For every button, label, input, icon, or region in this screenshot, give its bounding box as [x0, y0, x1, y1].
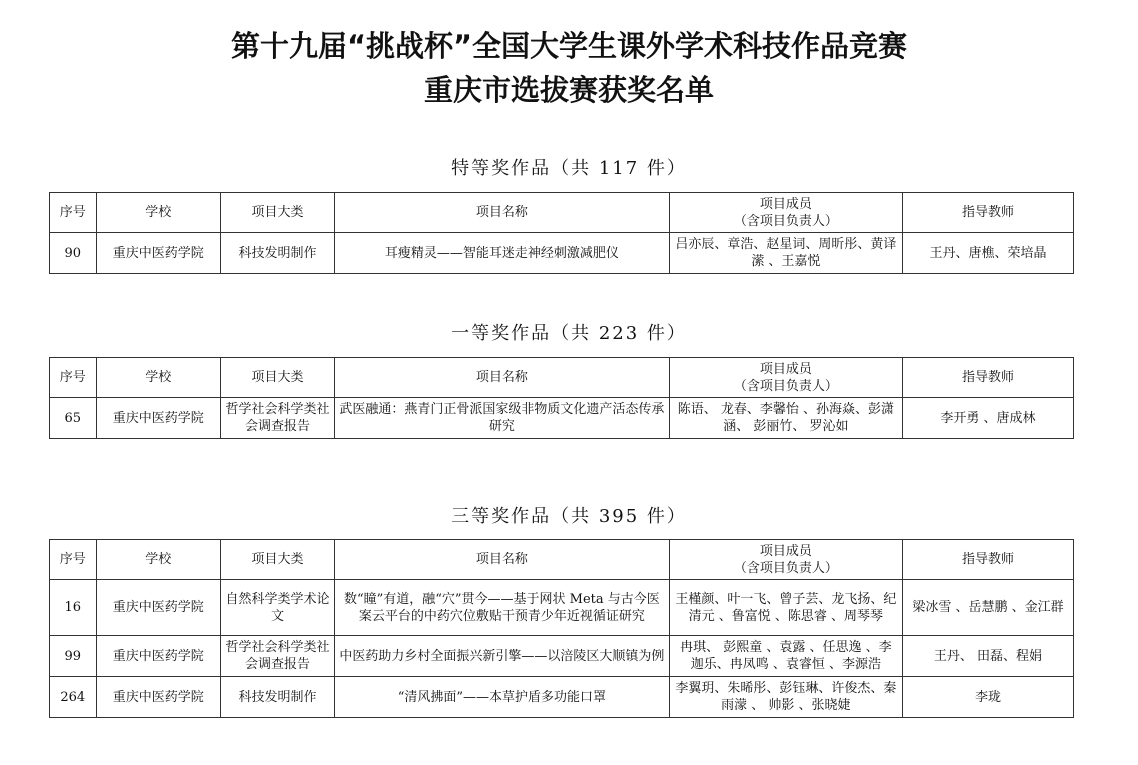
- header-category: 项目大类: [220, 540, 334, 580]
- cell-category: 哲学社会科学类社会调查报告: [220, 636, 334, 677]
- cell-category: 科技发明制作: [220, 677, 334, 718]
- cell-project-name: 中医药助力乡村全面振兴新引擎——以涪陵区大顺镇为例: [334, 636, 669, 677]
- table-first-prize: [49, 357, 1074, 439]
- cell-no: 264: [50, 677, 97, 718]
- header-members-line2: （含项目负责人）: [733, 378, 838, 394]
- cell-project-name: 耳瘦精灵——智能耳迷走神经刺激减肥仪: [334, 233, 669, 274]
- section-title-first-prize: 一等奖作品（共 223 件）: [451, 323, 687, 344]
- cell-school: 重庆中医药学院: [96, 233, 220, 274]
- cell-category: 自然科学类学术论文: [220, 580, 334, 636]
- cell-no: 16: [50, 580, 97, 636]
- header-members: [669, 540, 902, 580]
- table-row: [50, 636, 1074, 677]
- header-members-line1: 项目成员: [759, 196, 812, 212]
- cell-teacher: 梁冰雪 、岳慧鹏 、金江群: [902, 580, 1073, 636]
- table-row: [50, 677, 1074, 718]
- table-row: [50, 580, 1074, 636]
- header-no: 序号: [50, 193, 97, 233]
- section-title-special-prize: 特等奖作品（共 117 件）: [451, 158, 687, 179]
- header-teacher: 指导教师: [902, 358, 1073, 398]
- header-members-line2: （含项目负责人）: [733, 560, 838, 576]
- table-row: [50, 233, 1074, 274]
- header-teacher: 指导教师: [902, 193, 1073, 233]
- cell-category: 哲学社会科学类社会调查报告: [220, 398, 334, 439]
- cell-no: 99: [50, 636, 97, 677]
- header-members-line1: 项目成员: [759, 361, 812, 377]
- cell-project-name: 数“瞳”有道，融“穴”贯今——基于网状 Meta 与古今医案云平台的中药穴位敷贴干预青少年近视循证研究: [334, 580, 669, 636]
- cell-members: 李翼玥、朱晞彤、彭钰琳、许俊杰、秦雨濛 、 帅影 、张晓婕: [669, 677, 902, 718]
- cell-teacher: 王丹、 田磊、程娟: [902, 636, 1073, 677]
- cell-school: 重庆中医药学院: [96, 398, 220, 439]
- header-project-name: 项目名称: [334, 540, 669, 580]
- cell-school: 重庆中医药学院: [96, 636, 220, 677]
- header-category: 项目大类: [220, 193, 334, 233]
- cell-members: 陈语、 龙春、李馨怡 、孙海焱、彭潇涵、 彭丽竹、 罗沁如: [669, 398, 902, 439]
- header-members: [669, 358, 902, 398]
- header-no: 序号: [50, 358, 97, 398]
- section-title-third-prize: 三等奖作品（共 395 件）: [451, 506, 687, 527]
- header-school: 学校: [96, 540, 220, 580]
- header-no: 序号: [50, 540, 97, 580]
- header-category: 项目大类: [220, 358, 334, 398]
- cell-no: 90: [50, 233, 97, 274]
- cell-school: 重庆中医药学院: [96, 580, 220, 636]
- table-row: [50, 398, 1074, 439]
- cell-members: 王槿颜、叶一飞、曾子芸、龙飞扬、纪清元 、鲁富悦 、陈思睿 、周琴琴: [669, 580, 902, 636]
- cell-members: 吕亦辰、章浩、赵星词、周昕彤、黄译潆 、王嘉悦: [669, 233, 902, 274]
- header-school: 学校: [96, 358, 220, 398]
- table-special-prize: [49, 192, 1074, 274]
- cell-project-name: 武医融通：燕青门正骨派国家级非物质文化遗产活态传承研究: [334, 398, 669, 439]
- cell-project-name: “清风拂面”——本草护盾多功能口罩: [334, 677, 669, 718]
- header-members: [669, 193, 902, 233]
- cell-members: 冉琪、 彭熙童 、袁露 、任思逸 、李迦乐、冉凤鸣 、袁睿恒 、李源浩: [669, 636, 902, 677]
- header-members-line2: （含项目负责人）: [733, 213, 838, 229]
- cell-no: 65: [50, 398, 97, 439]
- document-title-line2: 重庆市选拔赛获奖名单: [423, 73, 714, 107]
- table-header-row: [50, 193, 1074, 233]
- header-school: 学校: [96, 193, 220, 233]
- document-title-line1: 第十九届“挑战杯”全国大学生课外学术科技作品竞赛: [230, 29, 908, 63]
- cell-school: 重庆中医药学院: [96, 677, 220, 718]
- cell-teacher: 李开勇 、唐成林: [902, 398, 1073, 439]
- table-header-row: [50, 358, 1074, 398]
- header-project-name: 项目名称: [334, 358, 669, 398]
- cell-category: 科技发明制作: [220, 233, 334, 274]
- header-teacher: 指导教师: [902, 540, 1073, 580]
- cell-teacher: 李珑: [902, 677, 1073, 718]
- table-third-prize: [49, 539, 1074, 718]
- cell-teacher: 王丹、唐樵、荣培晶: [902, 233, 1073, 274]
- table-header-row: [50, 540, 1074, 580]
- header-members-line1: 项目成员: [759, 543, 812, 559]
- header-project-name: 项目名称: [334, 193, 669, 233]
